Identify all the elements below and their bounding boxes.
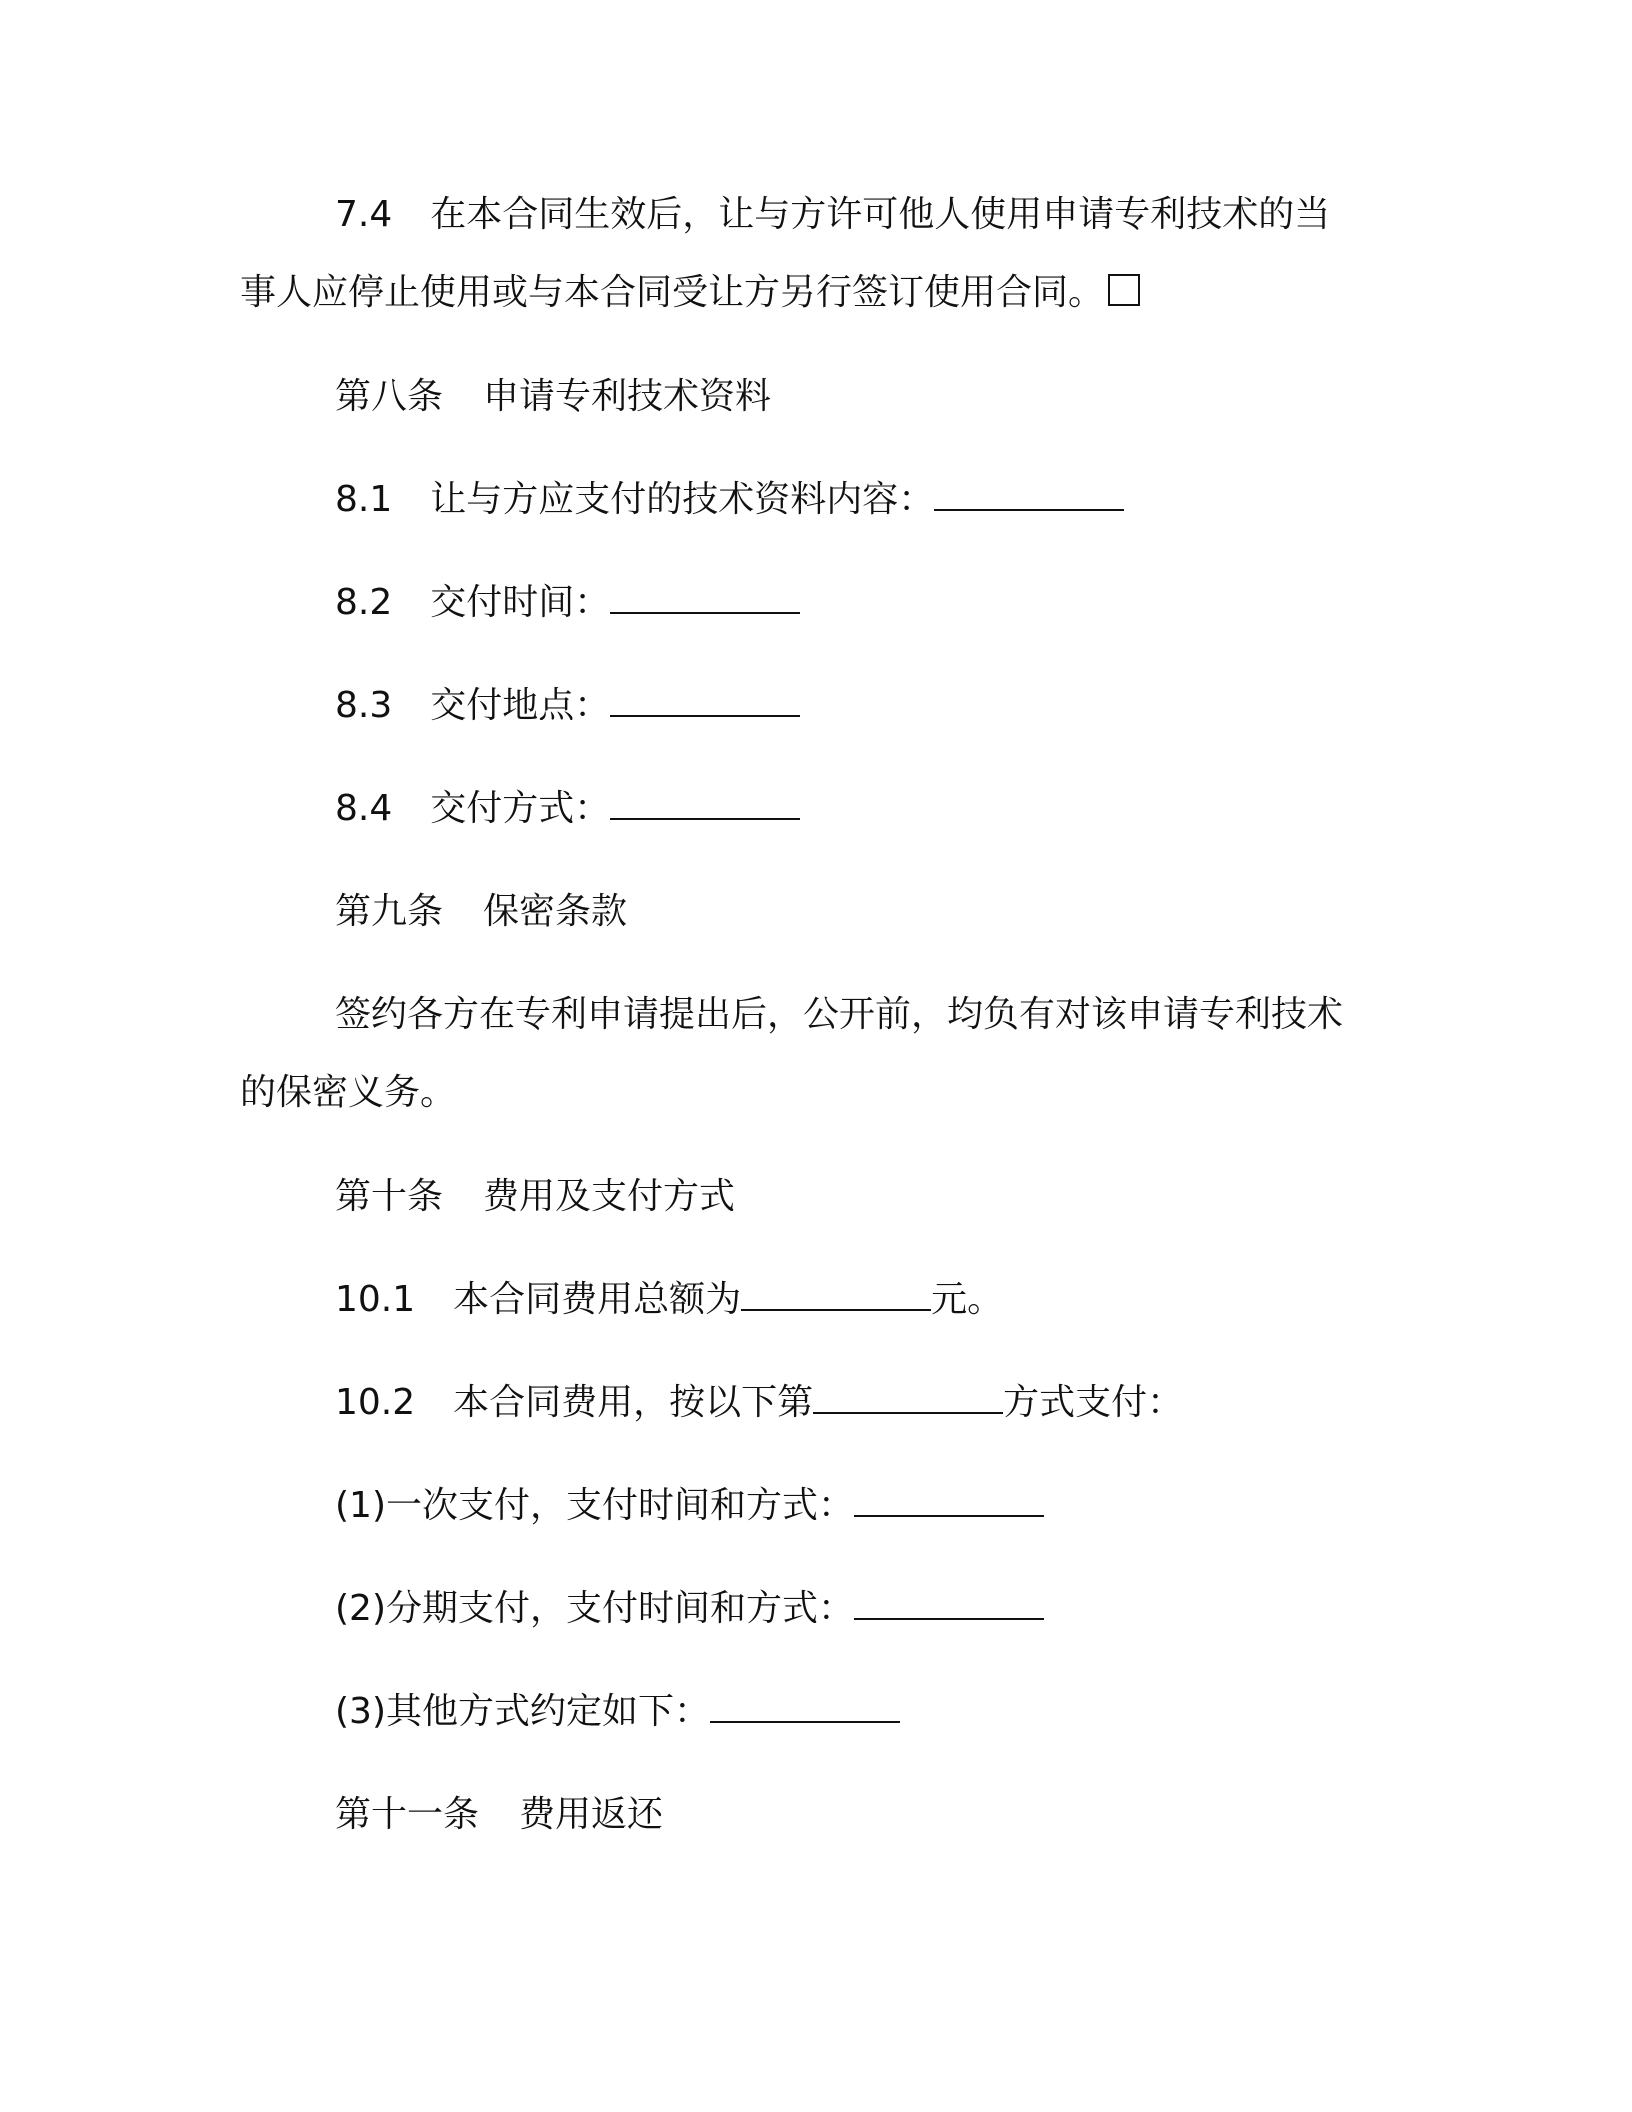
clause-8-4 — [240, 769, 1485, 849]
article-9-body-line1 — [240, 975, 1485, 1055]
payment-option-1 — [240, 1466, 1485, 1546]
clause-number: 8.2 — [335, 582, 393, 623]
article-label: 第九条 — [335, 891, 444, 932]
article-9-heading — [240, 872, 1485, 952]
article-11-heading — [240, 1775, 1485, 1855]
clause-10-1 — [240, 1260, 1485, 1340]
fill-in-blank[interactable] — [813, 1384, 1003, 1414]
clause-text: 让与方应支付的技术资料内容： — [430, 479, 935, 520]
clause-7-4-line1 — [240, 175, 1485, 255]
clause-text: 在本合同生效后，让与方许可他人使用申请专利技术的当 — [430, 194, 1331, 235]
clause-8-3 — [240, 666, 1485, 746]
fill-in-blank[interactable] — [610, 687, 800, 717]
clause-text: 本合同费用，按以下第 — [453, 1382, 814, 1423]
clause-text-suffix: 元。 — [931, 1279, 1004, 1320]
article-label: 第十一条 — [335, 1794, 480, 1835]
payment-option-3 — [240, 1672, 1485, 1752]
article-9-body-line2 — [240, 1053, 1390, 1133]
article-title: 保密条款 — [483, 891, 628, 932]
payment-option-2 — [240, 1569, 1485, 1649]
clause-number: 8.1 — [335, 479, 393, 520]
clause-8-2 — [240, 563, 1485, 643]
article-label: 第八条 — [335, 376, 444, 417]
fill-in-blank[interactable] — [710, 1693, 900, 1723]
clause-number: 10.2 — [335, 1382, 416, 1423]
clause-number: 10.1 — [335, 1279, 416, 1320]
clause-8-1 — [240, 460, 1485, 540]
fill-in-blank[interactable] — [610, 584, 800, 614]
clause-text-suffix: 方式支付： — [1003, 1382, 1184, 1423]
fill-in-blank[interactable] — [610, 790, 800, 820]
clause-number: 7.4 — [335, 194, 393, 235]
clause-10-2 — [240, 1363, 1485, 1443]
article-10-heading — [240, 1157, 1485, 1237]
fill-in-blank[interactable] — [934, 481, 1124, 511]
clause-text: 本合同费用总额为 — [453, 1279, 742, 1320]
article-title: 申请专利技术资料 — [483, 376, 772, 417]
option-text: (3)其他方式约定如下： — [335, 1691, 710, 1732]
option-text: (1)一次支付，支付时间和方式： — [335, 1485, 854, 1526]
clause-text: 交付时间： — [430, 582, 611, 623]
clause-text: 交付方式： — [430, 788, 611, 829]
clause-text: 事人应停止使用或与本合同受让方另行签订使用合同。 — [240, 272, 1105, 313]
body-text: 的保密义务。 — [240, 1072, 457, 1113]
article-8-heading — [240, 357, 1485, 437]
clause-7-4-line2 — [240, 253, 1390, 333]
article-title: 费用返还 — [519, 1794, 664, 1835]
body-text: 签约各方在专利申请提出后，公开前，均负有对该申请专利技术 — [335, 994, 1344, 1035]
option-text: (2)分期支付，支付时间和方式： — [335, 1588, 854, 1629]
clause-text: 交付地点： — [430, 685, 611, 726]
checkbox-glyph — [1108, 274, 1140, 306]
fill-in-blank[interactable] — [741, 1281, 931, 1311]
fill-in-blank[interactable] — [854, 1487, 1044, 1517]
article-title: 费用及支付方式 — [483, 1176, 736, 1217]
article-label: 第十条 — [335, 1176, 444, 1217]
clause-number: 8.3 — [335, 685, 393, 726]
fill-in-blank[interactable] — [854, 1590, 1044, 1620]
clause-number: 8.4 — [335, 788, 393, 829]
